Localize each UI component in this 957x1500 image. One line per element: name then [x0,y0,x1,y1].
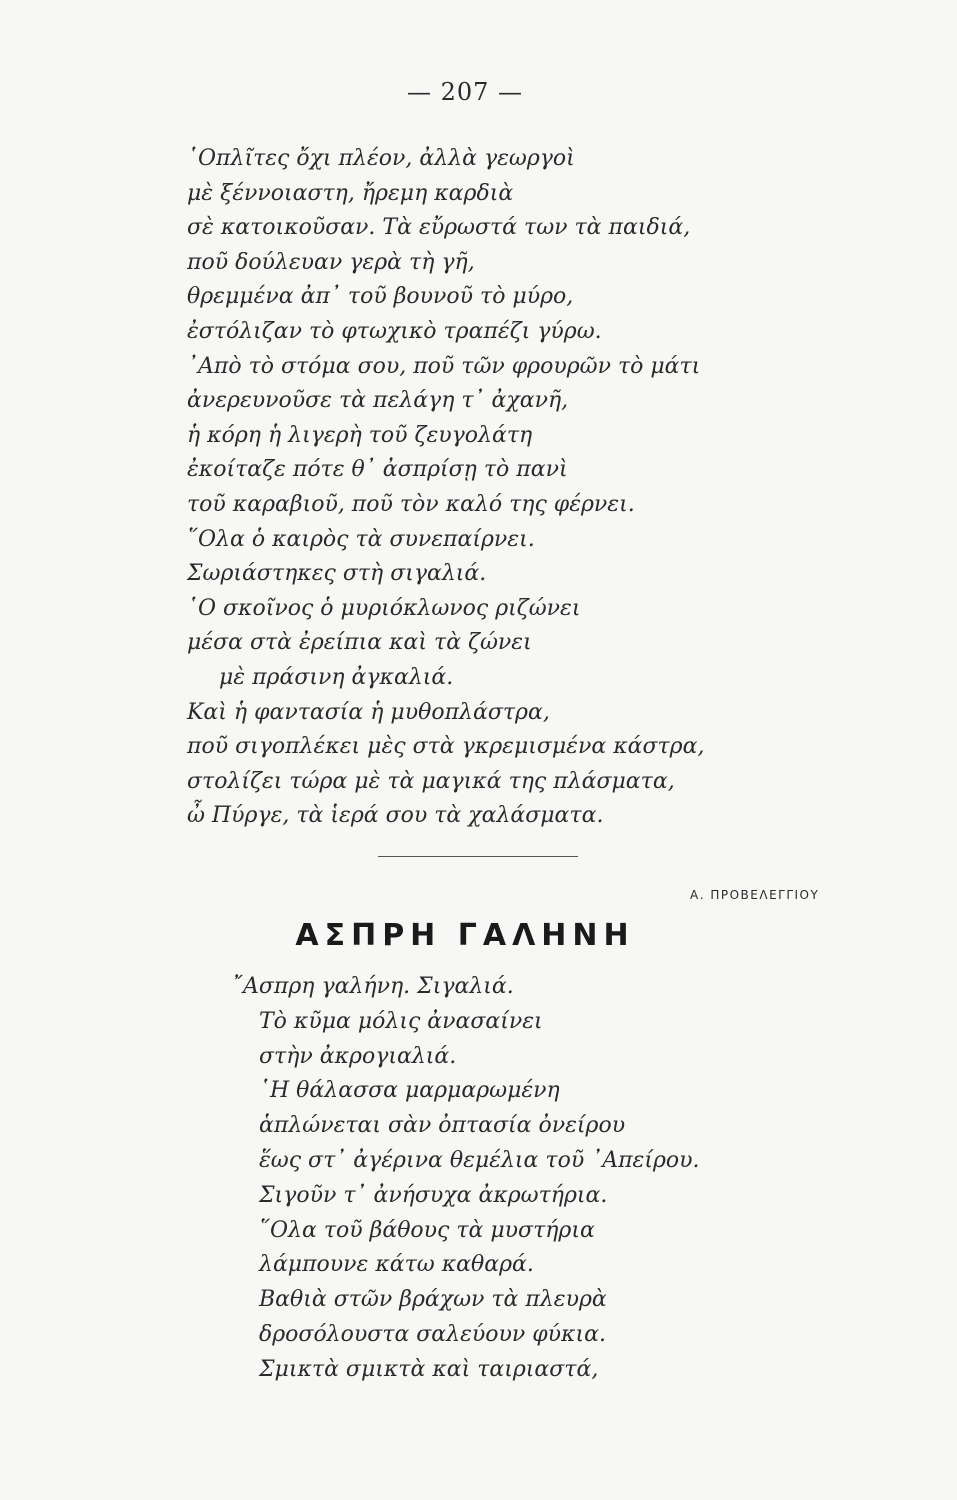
poem-line: Καὶ ἡ φαντασία ἡ μυθοπλάστρα, [187,699,550,725]
poem-line: στὴν ἀκρογιαλιά. [259,1043,457,1069]
poem-line: ῾Ο σκοῖνος ὁ μυριόκλωνος ριζώνει [187,595,581,621]
poem-line: ῞Ολα τοῦ βάθους τὰ μυστήρια [259,1217,595,1243]
poem-line: ποῦ δούλευαν γερὰ τὴ γῆ, [187,249,475,275]
poem-line: λάμπουνε κάτω καθαρά. [259,1252,534,1278]
poem-line: ᾿Απὸ τὸ στόμα σου, ποῦ τῶν φρουρῶν τὸ μάτι [187,353,701,379]
poem-line: ἀνερευνοῦσε τὰ πελάγη τ᾿ ἀχανῆ, [187,388,569,414]
poem-previous-ending [187,142,747,834]
poem-line: στολίζει τώρα μὲ τὰ μαγικά της πλάσματα, [187,768,675,794]
poem-line: ῎Ασπρη γαλήνη. Σιγαλιά. [232,974,514,999]
poem-line: ἕως στ᾿ ἀγέρινα θεμέλια τοῦ ᾿Απείρου. [259,1147,700,1173]
poem-line: Τὸ κῦμα μόλις ἀνασαίνει [259,1008,543,1034]
poem-line: μέσα στὰ ἐρείπια καὶ τὰ ζώνει [187,630,532,656]
poem-line: τοῦ καραβιοῦ, ποῦ τὸν καλό της φέρνει. [187,491,635,517]
poem-line: μὲ ξέννοιαστη, ἤρεμη καρδιὰ [187,180,514,206]
poem-line: ὦ Πύργε, τὰ ἱερά σου τὰ χαλάσματα. [187,803,604,829]
poem-line: ἐκοίταζε πότε θ᾿ ἀσπρίσῃ τὸ πανὶ [187,457,568,483]
poem-line: Σωριάστηκες στὴ σιγαλιά. [187,561,487,587]
poem-title: ΑΣΠΡΗ ΓΑΛΗΝΗ [295,918,635,953]
poem-line: Σιγοῦν τ᾿ ἀνήσυχα ἀκρωτήρια. [259,1182,608,1208]
poem-line: Βαθιὰ στῶν βράχων τὰ πλευρὰ [259,1287,607,1313]
poem-line: θρεμμένα ἀπ᾿ τοῦ βουνοῦ τὸ μύρο, [187,284,574,310]
poem-line: ῾Η θάλασσα μαρμαρωμένη [259,1078,560,1104]
poem-line: ῞Ολα ὁ καιρὸς τὰ συνεπαίρνει. [187,526,535,552]
poem-line: δροσόλουστα σαλεύουν φύκια. [259,1321,606,1347]
poem-aspri-galini [232,970,792,1388]
poem-line: σὲ κατοικοῦσαν. Τὰ εὔρωστά των τὰ παιδιά, [187,215,691,241]
author-signature: Α. ΠΡΟΒΕΛΕΓΓΙΟΥ [690,888,820,902]
poem-line: Σμικτὰ σμικτὰ καὶ ταιριαστά, [259,1356,599,1382]
poem-line: ῾Οπλῖτες ὄχι πλέον, ἀλλὰ γεωργοὶ [187,146,575,171]
poem-line: μὲ πράσινη ἀγκαλιά. [219,664,454,690]
section-divider [378,856,578,857]
poem-line: ἡ κόρη ἡ λιγερὴ τοῦ ζευγολάτη [187,422,533,448]
poem-line: ποῦ σιγοπλέκει μὲς στὰ γκρεμισμένα κάστρα, [187,734,705,760]
page-number: — 207 — [406,78,524,106]
poem-line: ἐστόλιζαν τὸ φτωχικὸ τραπέζι γύρω. [187,318,602,344]
poem-line: ἁπλώνεται σὰν ὀπτασία ὀνείρου [259,1113,626,1139]
